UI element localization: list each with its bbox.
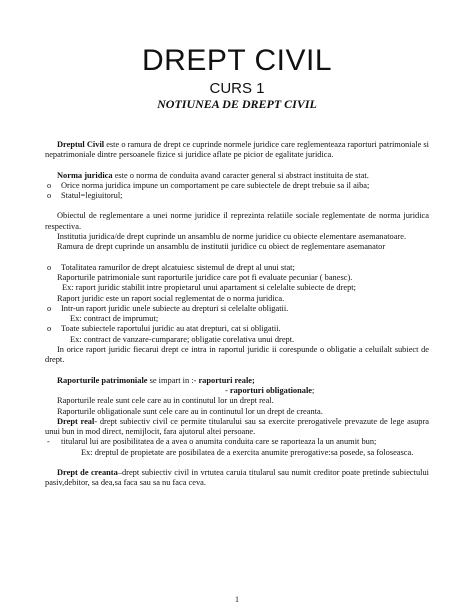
paragraph-raporturi-obligationale <box>45 386 429 396</box>
example-text: Ex: raport juridic stabilit intre propietarul unui apartament si celelalte subiecte de drept; <box>62 283 356 293</box>
paragraph-raporturi-reale: Raporturile reale sunt cele care au in continutul lor un drept real. <box>57 396 274 406</box>
paragraph-drept-real <box>45 417 429 438</box>
punctuation: ; <box>312 385 315 395</box>
term-drept-civil: Dreptul Civil <box>57 140 105 149</box>
bullet-marker: o <box>47 191 52 201</box>
paragraph-norma-juridica <box>45 171 429 181</box>
list-item-text: Intr-un raport juridic unele subiecte au drepturi si celelalte obligatii. <box>61 303 289 313</box>
example-text: Ex: contract de imprumut; <box>70 314 159 324</box>
bullet-marker: o <box>47 303 52 313</box>
dash-marker: - <box>225 385 230 395</box>
paragraph-text: este o ramura de drept ce cuprinde normele juridice care reglementeaza raporturi patrimoniale si nepatrimoniale dintre persoanele fizice si juridice aflate pe picior de egalitate juridica. <box>45 140 429 160</box>
list-item <box>45 324 429 334</box>
term-drept-real: Drept real <box>57 416 95 426</box>
paragraph-raporturi-obligationale-def: Raporturile obligationale sunt cele care au in continutul lor un drept de creanta. <box>57 406 323 416</box>
list-item-text: Toate subiectele raportului juridic au atat drepturi, cat si obligatii. <box>61 324 281 334</box>
paragraph-raporturi-patrimoniale: Raporturile patrimoniale sunt raporturile juridice care pot fi evaluate pecuniar ( banesc). <box>57 272 353 282</box>
document-body <box>45 140 429 489</box>
paragraph-institutia: Institutia juridica/de drept cuprinde un ansamblu de norme juridice cu obiecte elementare asemanatoare. <box>57 232 407 242</box>
list-item <box>45 191 429 201</box>
term-norma-juridica: Norma juridica <box>57 170 113 180</box>
paragraph-raport-juridic: Raport juridic este un raport social reglementat de o norma juridica. <box>57 293 285 303</box>
paragraph-ramura: Ramura de drept cuprinde un ansamblu de institutii juridice cu obiect de reglementare asemanator <box>57 242 386 252</box>
list-item-text: Totalitatea ramurilor de drept alcatuiesc sistemul de drept al unui stat; <box>61 262 295 272</box>
bullet-marker: o <box>47 324 52 334</box>
list-item-text: Statul=legiuitorul; <box>61 191 123 201</box>
page-number: 1 <box>235 595 239 604</box>
example-text: Ex: dreptul de propietate are posibilatea de a exercita anumite prerogative:sa posede, sa foloseasca. <box>81 447 414 457</box>
list-item-text: titularul lui are posibilitatea de a avea o anumita conduita care se raporteaza la un anumit bun; <box>61 437 377 447</box>
paragraph-drept-civil <box>45 140 429 161</box>
paragraph-text: se impart in :- <box>147 375 199 385</box>
bullet-marker: o <box>47 262 52 272</box>
paragraph-text: este o norma de conduita avand caracter general si abstract instituita de stat. <box>112 170 369 180</box>
list-item <box>45 437 429 447</box>
term-raporturi-patrimoniale: Raporturile patrimoniale <box>57 375 148 385</box>
list-item <box>45 304 429 314</box>
example-text: Ex: contract de vanzare-cumparare; obligatie corelativa unui drept. <box>70 334 295 344</box>
paragraph-text: - drept subiectiv civil ce permite titularului sau sa exercite prerogativele prevazute de lege asupra unui bun in mod direct, nemijlocit, fara ajutorul altei persoane. <box>45 416 429 437</box>
list-item <box>45 181 429 191</box>
list-item <box>45 263 429 273</box>
paragraph-corelatie: In orice raport juridic fiecarui drept ce intra in raportul juridic ii corespunde o obligatie a celuilalt subiect de drept. <box>45 345 429 365</box>
paragraph-drept-creanta <box>45 468 429 489</box>
course-label: CURS 1 <box>209 80 265 97</box>
bullet-marker: o <box>47 180 52 190</box>
document-title: DREPT CIVIL <box>142 44 332 77</box>
term-drept-creanta: Drept de creanta <box>57 468 118 478</box>
dash-marker: - <box>47 437 50 447</box>
paragraph-impartire <box>45 376 429 386</box>
term-raporturi-reale: raporturi reale; <box>198 375 255 385</box>
section-heading: NOTIUNEA DE DREPT CIVIL <box>157 97 317 111</box>
paragraph-text: –drept subiectiv civil in vrtutea caruia titularul sau numit creditor poate pretinde subiectului pasiv,debitor, sa dea,sa faca sau sa nu faca ceva. <box>45 468 429 488</box>
term-raporturi-obligationale: raporturi obligationale <box>229 385 313 395</box>
list-item-text: Orice norma juridica impune un comportament pe care subiectele de drept trebuie sa il aiba; <box>61 180 370 190</box>
paragraph-obiect: Obiectul de reglementare a unei norme juridice il reprezinta relatiile sociale reglementate de norma juridica respectiva. <box>45 211 429 231</box>
